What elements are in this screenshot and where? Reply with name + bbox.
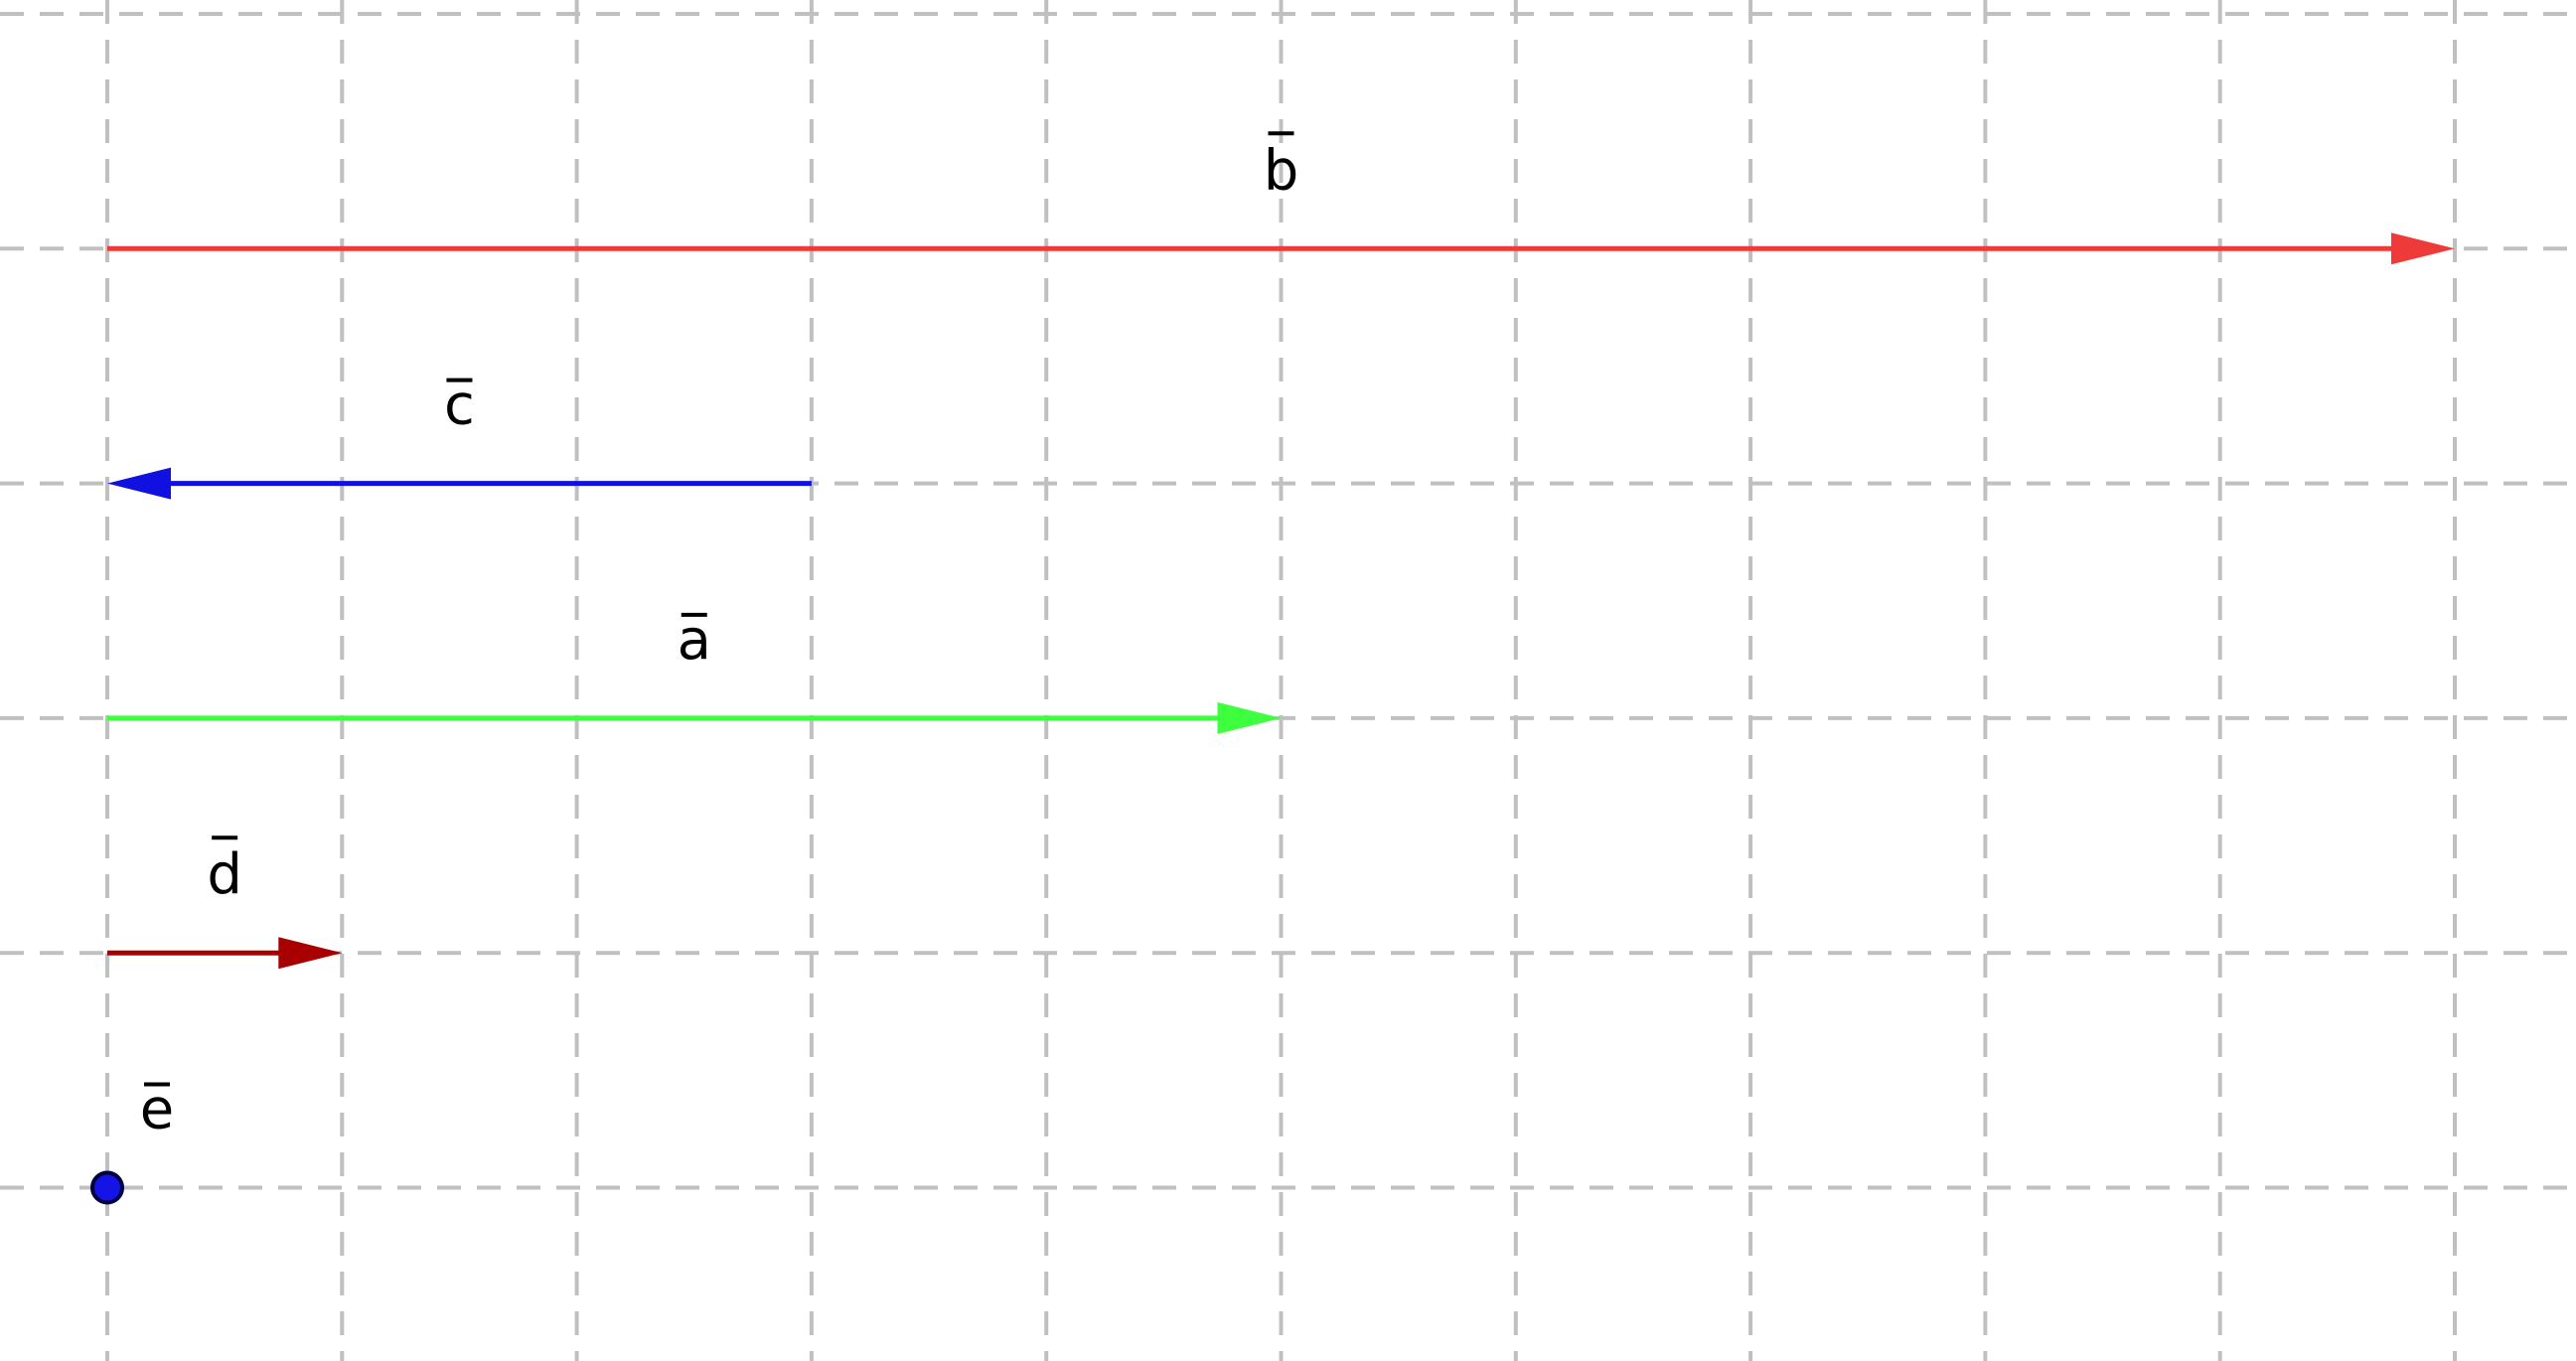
vector-d-arrowhead: [278, 937, 342, 969]
vector-a: [107, 608, 1282, 734]
vector-b-label: b: [1263, 138, 1299, 204]
vector-c-arrowhead: [107, 468, 171, 500]
vector-c-label: c: [444, 373, 475, 438]
vector-d-label: d: [207, 842, 242, 908]
vectors: [92, 133, 2455, 1202]
vector-b-arrowhead: [2391, 232, 2455, 264]
vector-a-label: a: [677, 607, 711, 673]
vector-e: [92, 1078, 174, 1203]
vector-d: [107, 837, 342, 969]
vector-a-arrowhead: [1218, 702, 1282, 734]
zero-vector-point: [92, 1173, 122, 1203]
vector-c: [107, 374, 812, 500]
vector-e-label: e: [139, 1077, 175, 1142]
